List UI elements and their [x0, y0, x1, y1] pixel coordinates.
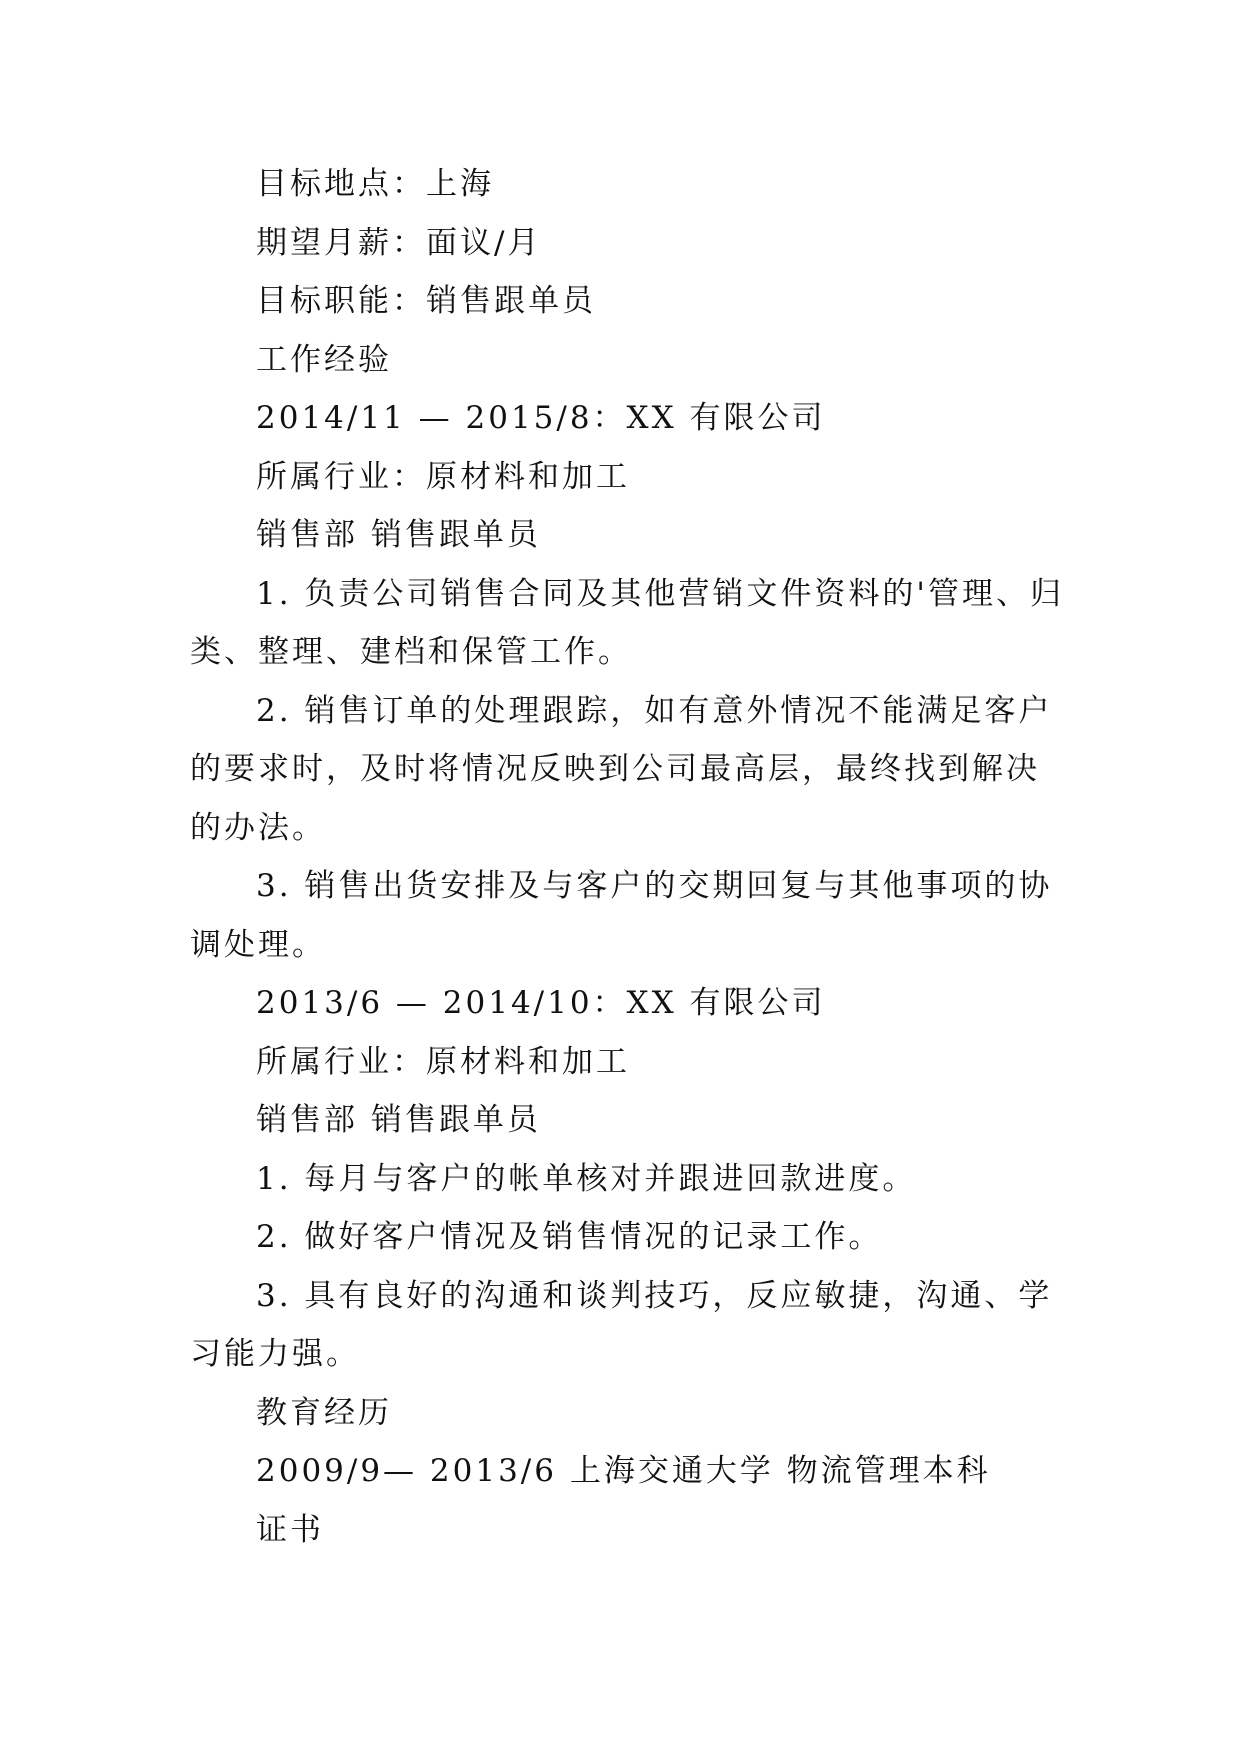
- job-1-department-title: 销售部 销售跟单员: [256, 517, 541, 553]
- job-2-industry: 所属行业：原材料和加工: [256, 1043, 630, 1080]
- target-function-line: 目标职能：销售跟单员: [256, 283, 596, 319]
- education-entry: 2009/9— 2013/6 上海交通大学 物流管理本科: [256, 1453, 991, 1489]
- job-2-period-company: 2013/6 — 2014/10：XX 有限公司: [256, 985, 826, 1021]
- job-1-industry: 所属行业：原材料和加工: [256, 458, 630, 495]
- job-2-duty-1: 1. 每月与客户的帐单核对并跟进回款进度。: [256, 1160, 917, 1197]
- job-2-department-title: 销售部 销售跟单员: [256, 1102, 541, 1138]
- certificates-heading: 证书: [256, 1511, 324, 1548]
- education-heading: 教育经历: [256, 1394, 392, 1431]
- document-body: [190, 155, 1070, 1559]
- job-1-period-company: 2014/11 — 2015/8：XX 有限公司: [256, 400, 826, 436]
- job-1-duty-3: 3. 销售出货安排及与客户的交期回复与其他事项的协调处理。: [190, 868, 1053, 963]
- job-1-duty-1: 1. 负责公司销售合同及其他营销文件资料的'管理、归类、整理、建档和保管工作。: [190, 575, 1064, 670]
- job-2-duty-3: 3. 具有良好的沟通和谈判技巧，反应敏捷，沟通、学习能力强。: [190, 1277, 1053, 1372]
- expected-salary-line: 期望月薪：面议/月: [256, 224, 542, 261]
- target-location-line: 目标地点：上海: [256, 166, 494, 202]
- job-1-duty-2: 2. 销售订单的处理跟踪，如有意外情况不能满足客户的要求时，及时将情况反映到公司最高层，最终找到解决的办法。: [190, 692, 1053, 846]
- job-2-duty-2: 2. 做好客户情况及销售情况的记录工作。: [256, 1219, 883, 1255]
- work-experience-heading: 工作经验: [256, 341, 392, 378]
